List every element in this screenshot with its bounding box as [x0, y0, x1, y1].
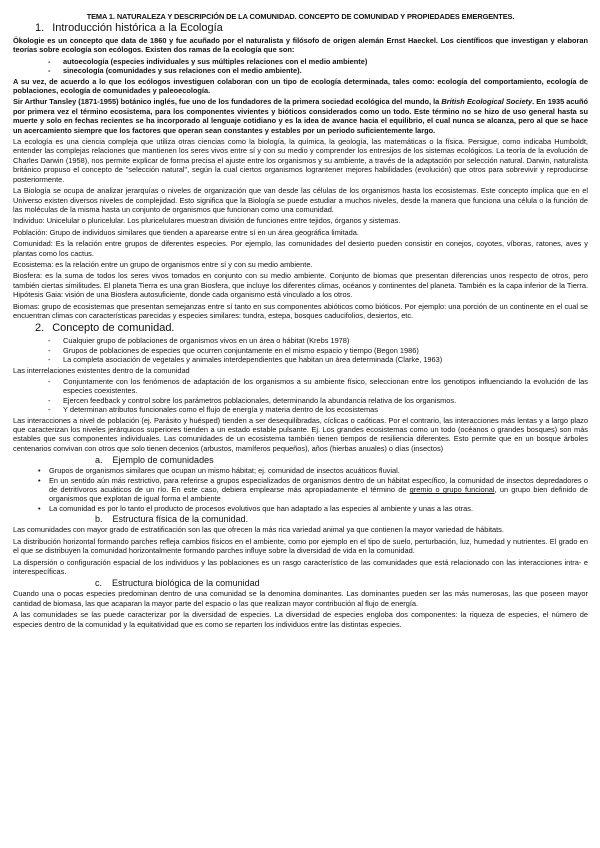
list-item: [13, 476, 588, 504]
text: , un grupo bien definido de organismos que explotan de igual forma el ambiente: [49, 485, 588, 504]
list-item: - Grupos de poblaciones de especies que ocurren conjuntamente en el mismo espacio y tiempo (Begon 1986): [13, 346, 588, 355]
paragraph: Cuando una o pocas especies predominan dentro de una comunidad se la denomina dominantes. Las dominantes pueden ser las más numerosas, las que poseen mayor cantidad de biomasa, las que acaparan la mayor parte del espacio o las que realizan mayor contribución al flujo de energía.: [13, 589, 588, 608]
paragraph: La distribución horizontal formando parches refleja cambios físicos en el ambiente, como por ejemplo en el tipo de suelo, perturbación, luz, humedad y nutrientes. El grado en el que se distribuyen la comunidad horizontalmente formando parches influye sobre la diversidad de vida en la comunidad.: [13, 536, 588, 556]
document-title: TEMA 1. NATURALEZA Y DESCRIPCIÓN DE LA COMUNIDAD. CONCEPTO DE COMUNIDAD Y PROPIEDADES EMERGENTES.: [86, 12, 515, 21]
list-item: - Y determinan atributos funcionales como el flujo de energía y materia dentro de los ecosistemas: [13, 405, 588, 414]
list-item: - Conjuntamente con los fenómenos de adaptación de los organismos a su ambiente físico, seleccionan entre los genotipos influenciando la evolución de las especies coexistentes.: [13, 377, 588, 396]
paragraph: A las comunidades se las puede caracterizar por la diversidad de especies. La diversidad de especies engloba dos componentes: la riqueza de especies, el número de especies dentro de la comunidad y la equitatividad que es como se reparten los individuos entre las distintas especies.: [13, 610, 588, 629]
paragraph: La Biología se ocupa de analizar jerarquías o niveles de organización que van desde las células de los organismos hasta los ecosistemas. Este concepto implica que en el Universo existen diversos niveles de complejidad. Esto significa que la Biología se puede estudiar a muchos niveles, desde la manera que funciona una célula o la función de las moléculas de la misma hasta un conjunto de organismos que funcionan como una comunidad.: [13, 186, 588, 214]
section-heading-2: [35, 322, 588, 335]
list-item: - Ejercen feedback y control sobre los parámetros poblacionales, determinando la abundancia relativa de los organismos.: [13, 396, 588, 405]
paragraph: Biosfera: es la suma de todos los seres vivos tomados en conjunto con su medio ambiente. Conjunto de biomas que presentan diferencias unos respecto de otros, pero también ciertas similitudes. El planeta Tierra es una gran Biosfera, que incluye los diferentes climas, océanos y continentes del planeta. También es la capa inferior de la Tierra. Hipótesis Gaia: visión de una Biosfera autosuficiente, donde cada organismo está vinculado a los otros.: [13, 271, 588, 300]
subsection-letter: b.: [95, 514, 103, 525]
society-name: British Ecological Society: [441, 97, 533, 107]
subsection-letter: c.: [95, 578, 103, 589]
definition-list: [13, 336, 588, 364]
paragraph: La dispersión o configuración espacial de los individuos y las poblaciones es un rasgo característico de las comunidades que está relacionado con las interacciones intra- e interespecíficas.: [13, 557, 588, 576]
paragraph: A su vez, de acuerdo a lo que los ecólogos investiguen colaboran con un tipo de ecología determinada, tales como: ecología del comportamiento, ecología de poblaciones, ecología de comunidades y paleoecología.: [13, 76, 588, 96]
subsection-heading-a: [95, 455, 588, 466]
subsection-title: Estructura biológica de la comunidad: [112, 578, 260, 589]
branch-list: [13, 57, 588, 76]
paragraph-tansley: [13, 97, 588, 135]
section-title: Concepto de comunidad.: [52, 322, 175, 335]
paragraph: Comunidad: Es la relación entre grupos de diferentes especies. Por ejemplo, las comunidades del desierto pueden consistir en conejos, coyotes, víboras, ratones, aves y plantas como los cactus.: [13, 239, 588, 258]
paragraph: Las interrelaciones existentes dentro de la comunidad: [13, 365, 190, 375]
subsection-letter: a.: [95, 455, 103, 466]
paragraph: Ökologie es un concepto que data de 1860 y fue acuñado por el naturalista y filósofo de origen alemán Ernst Haeckel. Los científicos que investigan y elaboran teorías sobre ecología son ecólogos. Existen dos ramas de la ecología que son:: [13, 36, 588, 55]
section-number: 2.: [35, 322, 45, 335]
text: Sir Arthur Tansley (1871-1955) botánico inglés, fue uno de los fundadores de la primera sociedad ecológica del mundo, la: [13, 97, 442, 107]
paragraph: Las interacciones a nivel de población (ej. Parásito y huésped) tienden a ser desequilibradas, cíclicas o caóticas. Por el contrario, las interacciones más lentas y a largo plazo que caracterizan los niveles jerárquicos superiores tienden a un estado estable pulsante. Ej. Los grandes ecosistemas como un todo (océanos o grandes bosques) son más estables que sus componentes individuales. Las comunidades de un ecosistema también tienen tiempos de resiliencia diferentes. Esto permite que en un bosque árboles centenarios convivan con otros que solo tienen decenios (arbustos, mamíferos pequeños), años (hierbas anuales) o días (insectos): [13, 415, 588, 453]
paragraph: La ecología es una ciencia compleja que utiliza otras ciencias como la biología, la química, la geología, las matemáticas o la física. Persigue, como indicaba Humboldt, entender las complejas relaciones que mantienen los seres vivos entre sí y con su medio y comprender los entresijos de los sistemas ecológicos. La teoría de la evolución de Charles Darwin (1958), nos permite explicar de forma precisa el ajuste entre los organismos y su ambiente, a través de la adaptación por selección natural. Darwin, naturalista británico propuso el concepto de "selección natural", según la cual ciertos organismos lograntener mejores habilidades (evolución) que otros para sobrevivir y reproducirse posteriormente.: [13, 137, 588, 184]
list-item: - La completa asociación de vegetales y animales interdependientes que habitan un área determinada (Clarke, 1963): [13, 355, 588, 364]
example-list: [13, 466, 588, 513]
interrelation-list: [13, 377, 588, 415]
list-item: - Cualquier grupo de poblaciones de organismos vivos en un área o hábitat (Krebs 1978): [13, 336, 588, 345]
section-title: Introducción histórica a la Ecología: [52, 22, 223, 34]
paragraph: Ecosistema: es la relación entre un grupo de organismos entre sí y con su medio ambiente.: [13, 259, 313, 269]
subsection-heading-b: [95, 514, 588, 525]
section-heading-1: [35, 22, 588, 35]
list-item: - sinecología (comunidades y sus relaciones con el medio ambiente).: [13, 66, 588, 75]
text: En un sentido aún más restrictivo, para referirse a grupos especializados de organismos dentro de un hábitat específico, la comunidad de insectos depredadores o de detritívoros acuáticos de un río. En este caso, debiera emplearse más apropiadamente el término de: [49, 475, 588, 495]
text: . En 1935 acuñó por primera vez el término ecosistema, para los componentes vivientes y bióticos considerados como un todo. Este término no se hizo de uso general hasta su muerte y solo en fechas recientes se ha incorporado al lenguaje cotidiano y es la idea de avance hacia el equilibrio, el cual nunca se alcanza, pero al que se hace un acercamiento siempre que los factores que operan sean constantes y estables por un periodo suficientemente largo.: [13, 97, 589, 135]
list-item: • La comunidad es por lo tanto el producto de procesos evolutivos que han adaptado a las especies al ambiente y unas a las otras.: [13, 504, 588, 513]
list-item: • Grupos de organismos similares que ocupan un mismo hábitat; ej. comunidad de insectos acuáticos fluvial.: [13, 466, 588, 475]
paragraph: Población: Grupo de individuos similares que tienden a aparearse entre sí en un área geográfica limitada.: [13, 227, 359, 237]
subsection-heading-c: [95, 578, 588, 589]
section-number: 1.: [35, 22, 45, 34]
paragraph: Las comunidades con mayor grado de estratificación son las que ofrecen la más rica variedad animal ya que contienen la mayor variedad de hábitats.: [13, 525, 504, 535]
paragraph: Individuo: Unicelular o pluricelular. Los pluricelulares muestran división de funciones entre tejidos, órganos y sistemas.: [13, 216, 401, 226]
underlined-term: gremio o grupo funcional: [409, 485, 495, 495]
subsection-title: Ejemplo de comunidades: [112, 455, 214, 466]
list-item: - autoecología (especies individuales y sus múltiples relaciones con el medio ambiente): [13, 57, 588, 66]
paragraph: Biomas: grupo de ecosistemas que presentan semejanzas entre sí tanto en sus componentes abióticos como bióticos. Por ejemplo: una porción de un continente en el cual se encuentran climas con características parecidas y especies similares: tundra, estepa, bosques caducifolios, desiertos, etc.: [13, 301, 588, 320]
subsection-title: Estructura física de la comunidad.: [112, 514, 249, 525]
